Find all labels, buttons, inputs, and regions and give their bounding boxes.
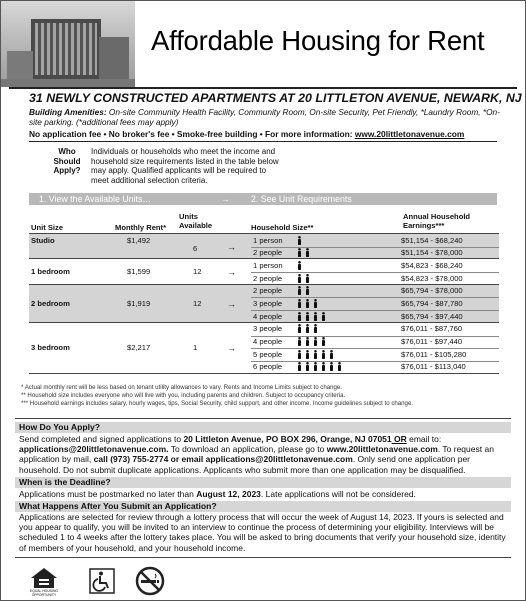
mailing-address: 20 Littleton Avenue, PO BOX 296, Orange, NJ 07051	[183, 434, 392, 444]
footnote-household: ** Household size includes everyone who will live with you, including parents and children. Subject to occupancy criteria.	[21, 392, 346, 399]
unit-size-cell: 1 bedroom	[31, 267, 70, 277]
page-title: Affordable Housing for Rent	[151, 25, 485, 56]
household-size-cell: 3 people	[253, 298, 283, 308]
person-icon	[297, 261, 305, 271]
header-divider	[9, 87, 517, 89]
household-size-cell: 6 people	[253, 362, 283, 372]
application-email[interactable]: applications@20littletonavenue.com.	[19, 444, 169, 455]
section-divider	[15, 418, 511, 419]
units-available-cell: 12	[193, 298, 202, 308]
units-available-cell: 12	[193, 267, 202, 277]
row-divider	[251, 361, 499, 362]
row-arrow: →	[227, 343, 236, 354]
person-icons	[297, 312, 329, 322]
table-footnotes	[21, 384, 511, 408]
row-arrow: →	[227, 241, 236, 252]
who-should-apply-text: Individuals or households who meet the income and household size requirements listed in the table below may apply. Qualified applicants will be required to meet additional selection criteria.	[91, 147, 279, 185]
row-divider	[251, 310, 499, 311]
step-1-label: 1. View the Available Units…	[39, 194, 152, 204]
units-available-cell: 1	[193, 343, 198, 353]
person-icon	[305, 299, 313, 309]
after-submit-text: Applications are selected for review through a lottery process that will occur the week of August 14, 2023. If yours is selected and you appear to qualify, you will be invited to an interview to continue the process of determining your eligibility. Interviews will be scheduled 1 to 4 weeks after the lottery takes place. You will be asked to bring documents that verify your household size, identity of members of your household, and your household income.	[19, 512, 506, 553]
person-icon	[305, 248, 313, 258]
earnings-cell: $76,011 - $97,440	[401, 337, 463, 347]
row-arrow: →	[227, 298, 236, 309]
footnote-rent: * Actual monthly rent will be less based on tenant utility allowances to vary. Rents and Income Limits subject to change.	[21, 384, 342, 391]
person-icon	[305, 324, 313, 334]
header-unit-size: Unit Size	[31, 223, 64, 232]
earnings-cell: $76,011 - $87,760	[401, 324, 463, 334]
person-icon	[305, 362, 313, 372]
person-icon	[297, 248, 305, 258]
person-icons	[297, 337, 329, 347]
person-icons	[297, 324, 321, 334]
person-icon	[297, 324, 305, 334]
person-icon	[305, 286, 313, 296]
steps-arrow: →	[221, 194, 230, 204]
monthly-rent-cell: $1,492	[127, 236, 151, 245]
unit-size-cell: 2 bedroom	[31, 298, 70, 308]
deadline-date: August 12, 2023	[196, 489, 261, 499]
person-icon	[321, 337, 329, 347]
header-units-available: Units Available	[179, 212, 213, 230]
how-to-apply-text	[19, 434, 513, 475]
household-size-cell: 1 person	[253, 260, 283, 270]
person-icon	[297, 337, 305, 347]
unit-group-row	[29, 258, 499, 283]
person-icons	[297, 274, 313, 284]
deadline-heading: When is the Deadline?	[15, 477, 511, 488]
person-icon	[297, 362, 305, 372]
person-icon	[321, 362, 329, 372]
household-size-cell: 4 people	[253, 337, 283, 347]
person-icon	[321, 350, 329, 360]
intro-divider	[29, 141, 497, 142]
monthly-rent-cell: $1,599	[127, 267, 151, 277]
earnings-cell: $65,794 - $78,000	[401, 286, 463, 296]
call-or-email-text: call (973) 755-2774 or email applications@20littletonavenue.com	[93, 454, 353, 465]
earnings-cell: $76,011 - $105,280	[401, 349, 467, 359]
website-link[interactable]: www.20littletonavenue.com	[354, 129, 465, 139]
amenities-text	[29, 107, 509, 127]
row-arrow: →	[227, 267, 236, 278]
download-site-link[interactable]: www.20littletonavenue.com	[326, 444, 438, 455]
row-divider	[251, 348, 499, 349]
person-icon	[313, 324, 321, 334]
person-icon	[329, 362, 337, 372]
after-submit-heading: What Happens After You Submit an Application?	[15, 501, 511, 512]
footnote-earnings: *** Household earnings includes salary, hourly wages, tips, Social Security, child support, and other income. Income guidelines subject to change.	[21, 400, 414, 407]
household-size-cell: 2 people	[253, 248, 283, 258]
equal-housing-icon	[29, 566, 59, 596]
person-icon	[305, 312, 313, 322]
how-to-apply-heading: How Do You Apply?	[15, 422, 511, 433]
person-icon	[313, 299, 321, 309]
unit-size-cell: Studio	[31, 236, 55, 245]
person-icon	[329, 350, 337, 360]
earnings-cell: $51,154 - $68,240	[401, 235, 463, 245]
person-icons	[297, 248, 313, 258]
person-icon	[297, 274, 305, 284]
apply-text-3: To download an application, please go to	[168, 444, 327, 455]
earnings-cell: $76,011 - $113,040	[401, 362, 466, 372]
apply-text-2: email to:	[406, 434, 442, 444]
apply-text-4: . To request an application by mail,	[19, 444, 494, 465]
household-size-cell: 1 person	[253, 235, 283, 245]
person-icon	[297, 299, 305, 309]
apply-text-1: Send completed and signed applications to	[19, 434, 184, 444]
person-icon	[297, 286, 305, 296]
person-icon	[305, 274, 313, 284]
row-divider	[251, 272, 499, 273]
earnings-cell: $54,823 - $78,000	[401, 273, 463, 283]
unit-group-row	[29, 233, 499, 258]
who-should-apply-label: Who Should Apply?	[53, 147, 81, 175]
person-icons	[297, 236, 305, 246]
steps-bar	[29, 193, 497, 205]
equal-housing-label: EQUAL HOUSING OPPORTUNITY	[29, 589, 59, 597]
person-icon	[313, 350, 321, 360]
person-icon	[321, 312, 329, 322]
wheelchair-accessible-icon	[89, 568, 115, 594]
person-icon	[313, 337, 321, 347]
apply-text-5: . Only send one application per household. Do not submit duplicate applications. Applicants who submit more than one application may be disqualified.	[19, 454, 470, 475]
person-icon	[297, 350, 305, 360]
unit-group-row	[29, 322, 499, 373]
or-text: OR	[391, 434, 407, 444]
footer-divider	[15, 557, 511, 558]
person-icon	[313, 362, 321, 372]
deadline-text-2: . Late applications will not be considered.	[260, 489, 416, 499]
step-2-label: 2. See Unit Requirements	[251, 194, 352, 204]
fees-line	[29, 129, 464, 139]
person-icon	[305, 337, 313, 347]
unit-size-cell: 3 bedroom	[31, 343, 70, 353]
household-size-cell: 2 people	[253, 273, 283, 283]
person-icon	[313, 312, 321, 322]
earnings-cell: $54,823 - $68,240	[401, 260, 463, 270]
monthly-rent-cell: $1,919	[127, 298, 151, 308]
deadline-text	[19, 489, 513, 499]
header-earnings: Annual Household Earnings***	[403, 212, 471, 230]
building-photo	[1, 1, 135, 87]
person-icons	[297, 350, 337, 360]
no-smoking-icon	[135, 566, 165, 596]
household-size-cell: 3 people	[253, 324, 283, 334]
earnings-cell: $65,794 - $97,440	[401, 311, 463, 321]
amenities-list: On-site Community Health Facility, Community Room, On-site Security, Pet Friendly, *Laundry Room, *On-site parking. (*additional fees may apply)	[29, 107, 500, 127]
household-size-cell: 5 people	[253, 349, 283, 359]
deadline-text-1: Applications must be postmarked no later than	[19, 489, 197, 499]
unit-group-row	[29, 284, 499, 322]
units-available-cell: 6	[193, 243, 198, 253]
property-subtitle: 31 NEWLY CONSTRUCTED APARTMENTS AT 20 LITTLETON AVENUE, NEWARK, NJ	[29, 91, 522, 105]
fees-text: No application fee • No broker's fee • Smoke-free building • For more information:	[29, 129, 355, 139]
household-size-cell: 2 people	[253, 286, 283, 296]
header-monthly-rent: Monthly Rent*	[115, 223, 167, 232]
person-icon	[305, 350, 313, 360]
household-size-cell: 4 people	[253, 311, 283, 321]
person-icon	[297, 312, 305, 322]
person-icon	[297, 236, 305, 246]
row-divider	[251, 297, 499, 298]
amenities-label: Building Amenities:	[29, 107, 107, 117]
person-icons	[297, 362, 345, 372]
person-icon	[337, 362, 345, 372]
table-bottom-rule	[29, 373, 499, 374]
earnings-cell: $51,154 - $78,000	[401, 248, 463, 258]
earnings-cell: $65,794 - $87,780	[401, 298, 463, 308]
header-household-size: Household Size**	[251, 223, 314, 232]
row-divider	[251, 247, 499, 248]
person-icons	[297, 261, 305, 271]
monthly-rent-cell: $2,217	[127, 343, 151, 353]
person-icons	[297, 286, 313, 296]
row-divider	[251, 336, 499, 337]
person-icons	[297, 299, 321, 309]
